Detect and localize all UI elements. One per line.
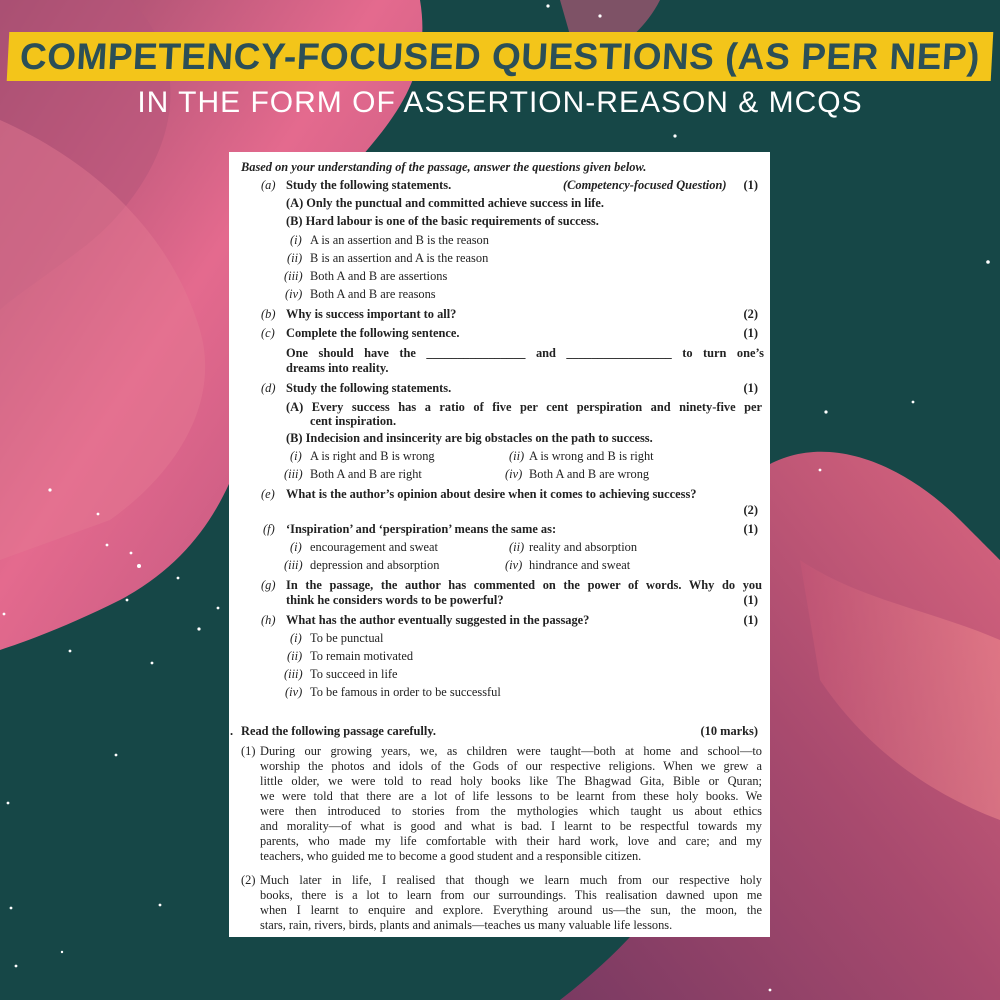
option-number: (iv) <box>285 287 303 301</box>
option-text: B is an assertion and A is the reason <box>310 251 489 265</box>
statement-b: (B) Indecision and insincerity are big obstacles on the path to success. <box>286 431 653 445</box>
option-text: reality and absorption <box>529 540 638 554</box>
option-number: (iii) <box>284 269 303 283</box>
option-number: (iii) <box>284 558 303 572</box>
option-text: hindrance and sweat <box>529 558 631 572</box>
statement-a: (A) Only the punctual and committed achieve success in life. <box>286 196 605 210</box>
question-d-text: Study the following statements. <box>286 381 452 395</box>
question-a-label: (a) <box>261 178 276 192</box>
option-text: To remain motivated <box>310 649 414 663</box>
question-a-marks: (1) <box>743 178 758 192</box>
option-number: (iv) <box>505 467 523 481</box>
passage-line: little older, we were told to read holy books like The Bhagwad Gita, Bible or Quran; <box>260 774 762 788</box>
option-text: A is wrong and B is right <box>529 449 654 463</box>
option-number: (i) <box>290 449 302 463</box>
passage-line: when I learnt to enquire and explore. Everything around us—the sun, the moon, the <box>260 903 762 917</box>
option-text: Both A and B are reasons <box>310 287 436 301</box>
worksheet-page <box>229 152 770 937</box>
option-number: (iv) <box>285 685 303 699</box>
passage-line: we were told that there are a lot of life lessons to be learnt from these holy books. We <box>260 789 762 803</box>
option-text: To be punctual <box>310 631 384 645</box>
option-text: Both A and B are right <box>310 467 422 481</box>
option-number: (ii) <box>287 251 303 265</box>
passage-line: were then introduced to stories from the mythologies which taught us about ethics <box>260 804 762 818</box>
question-e-marks: (2) <box>743 503 758 517</box>
option-text: A is an assertion and B is the reason <box>310 233 489 247</box>
question-e-text: What is the author’s opinion about desire when it comes to achieving success? <box>286 487 697 501</box>
option-number: (iii) <box>284 467 303 481</box>
passage-line: worship the photos and idols of the Gods of our respective religions. When we grew a <box>260 759 762 773</box>
question-f-text: ‘Inspiration’ and ‘perspiration’ means the same as: <box>286 522 557 536</box>
option-text: A is right and B is wrong <box>310 449 435 463</box>
section-bullet: . <box>230 724 234 738</box>
passage-line: parents, who made my life comfortable with their hard work, love and care; and my <box>260 834 762 848</box>
section-marks: (10 marks) <box>700 724 758 738</box>
option-number: (ii) <box>509 540 525 554</box>
option-text: Both A and B are assertions <box>310 269 448 283</box>
option-number: (i) <box>290 233 302 247</box>
question-g-label: (g) <box>261 578 276 592</box>
question-d-label: (d) <box>261 381 276 395</box>
headline-title: COMPETENCY-FOCUSED QUESTIONS (AS PER NEP) <box>9 34 991 79</box>
competency-tag: (Competency-focused Question) <box>563 178 727 192</box>
fill-in-sentence: One should have the ________________ and _________________ to turn one’s <box>286 346 764 360</box>
question-g-text: In the passage, the author has commented on the power of words. Why do you <box>286 578 762 592</box>
question-c-marks: (1) <box>743 326 758 340</box>
question-d-marks: (1) <box>743 381 758 395</box>
option-text: Both A and B are wrong <box>529 467 650 481</box>
paragraph-number: (2) <box>241 873 256 887</box>
option-number: (iii) <box>284 667 303 681</box>
option-text: depression and absorption <box>310 558 440 572</box>
fill-in-sentence-end: dreams into reality. <box>286 361 389 375</box>
question-g-marks: (1) <box>743 593 758 607</box>
option-text: To succeed in life <box>310 667 398 681</box>
question-c-label: (c) <box>261 326 275 340</box>
question-c-text: Complete the following sentence. <box>286 326 460 340</box>
statement-b: (B) Hard labour is one of the basic requirements of success. <box>286 214 599 228</box>
passage-line: books, there is a lot to learn from our surroundings. This realisation dawned upon me <box>260 888 762 902</box>
option-number: (ii) <box>287 649 303 663</box>
question-b-label: (b) <box>261 307 276 321</box>
question-a-text: Study the following statements. <box>286 178 452 192</box>
question-h-text: What has the author eventually suggested in the passage? <box>286 613 590 627</box>
question-g-text-cont: think he considers words to be powerful? <box>286 593 504 607</box>
option-number: (i) <box>290 540 302 554</box>
headline-banner <box>0 34 1000 79</box>
passage-line: stars, rain, rivers, birds, plants and animals—teaches us many valuable life lessons. <box>260 918 673 932</box>
question-b-text: Why is success important to all? <box>286 307 457 321</box>
intro-text: Based on your understanding of the passage, answer the questions given below. <box>241 160 647 174</box>
statement-a: (A) Every success has a ratio of five per cent perspiration and ninety-five per <box>286 400 762 414</box>
passage-line: and morality—of what is good and what is bad. I learnt to be respectful towards my <box>260 819 762 833</box>
question-e-label: (e) <box>261 487 275 501</box>
question-f-label: (f) <box>263 522 275 536</box>
option-number: (iv) <box>505 558 523 572</box>
passage-line: teachers, who guided me to become a good student and a responsible citizen. <box>260 849 642 863</box>
section-heading: Read the following passage carefully. <box>241 724 436 738</box>
headline-subtitle: IN THE FORM OF ASSERTION-REASON & MCQS <box>137 86 863 119</box>
question-b-marks: (2) <box>743 307 758 321</box>
passage-line: During our growing years, we, as children were taught—both at home and school—to <box>260 744 762 758</box>
option-text: encouragement and sweat <box>310 540 438 554</box>
statement-a-cont: cent inspiration. <box>310 414 397 428</box>
question-h-marks: (1) <box>743 613 758 627</box>
passage-line: Much later in life, I realised that though we learn much from our respective holy <box>260 873 762 887</box>
paragraph-number: (1) <box>241 744 256 758</box>
option-text: To be famous in order to be successful <box>310 685 501 699</box>
option-number: (ii) <box>509 449 525 463</box>
question-h-label: (h) <box>261 613 276 627</box>
question-f-marks: (1) <box>743 522 758 536</box>
option-number: (i) <box>290 631 302 645</box>
